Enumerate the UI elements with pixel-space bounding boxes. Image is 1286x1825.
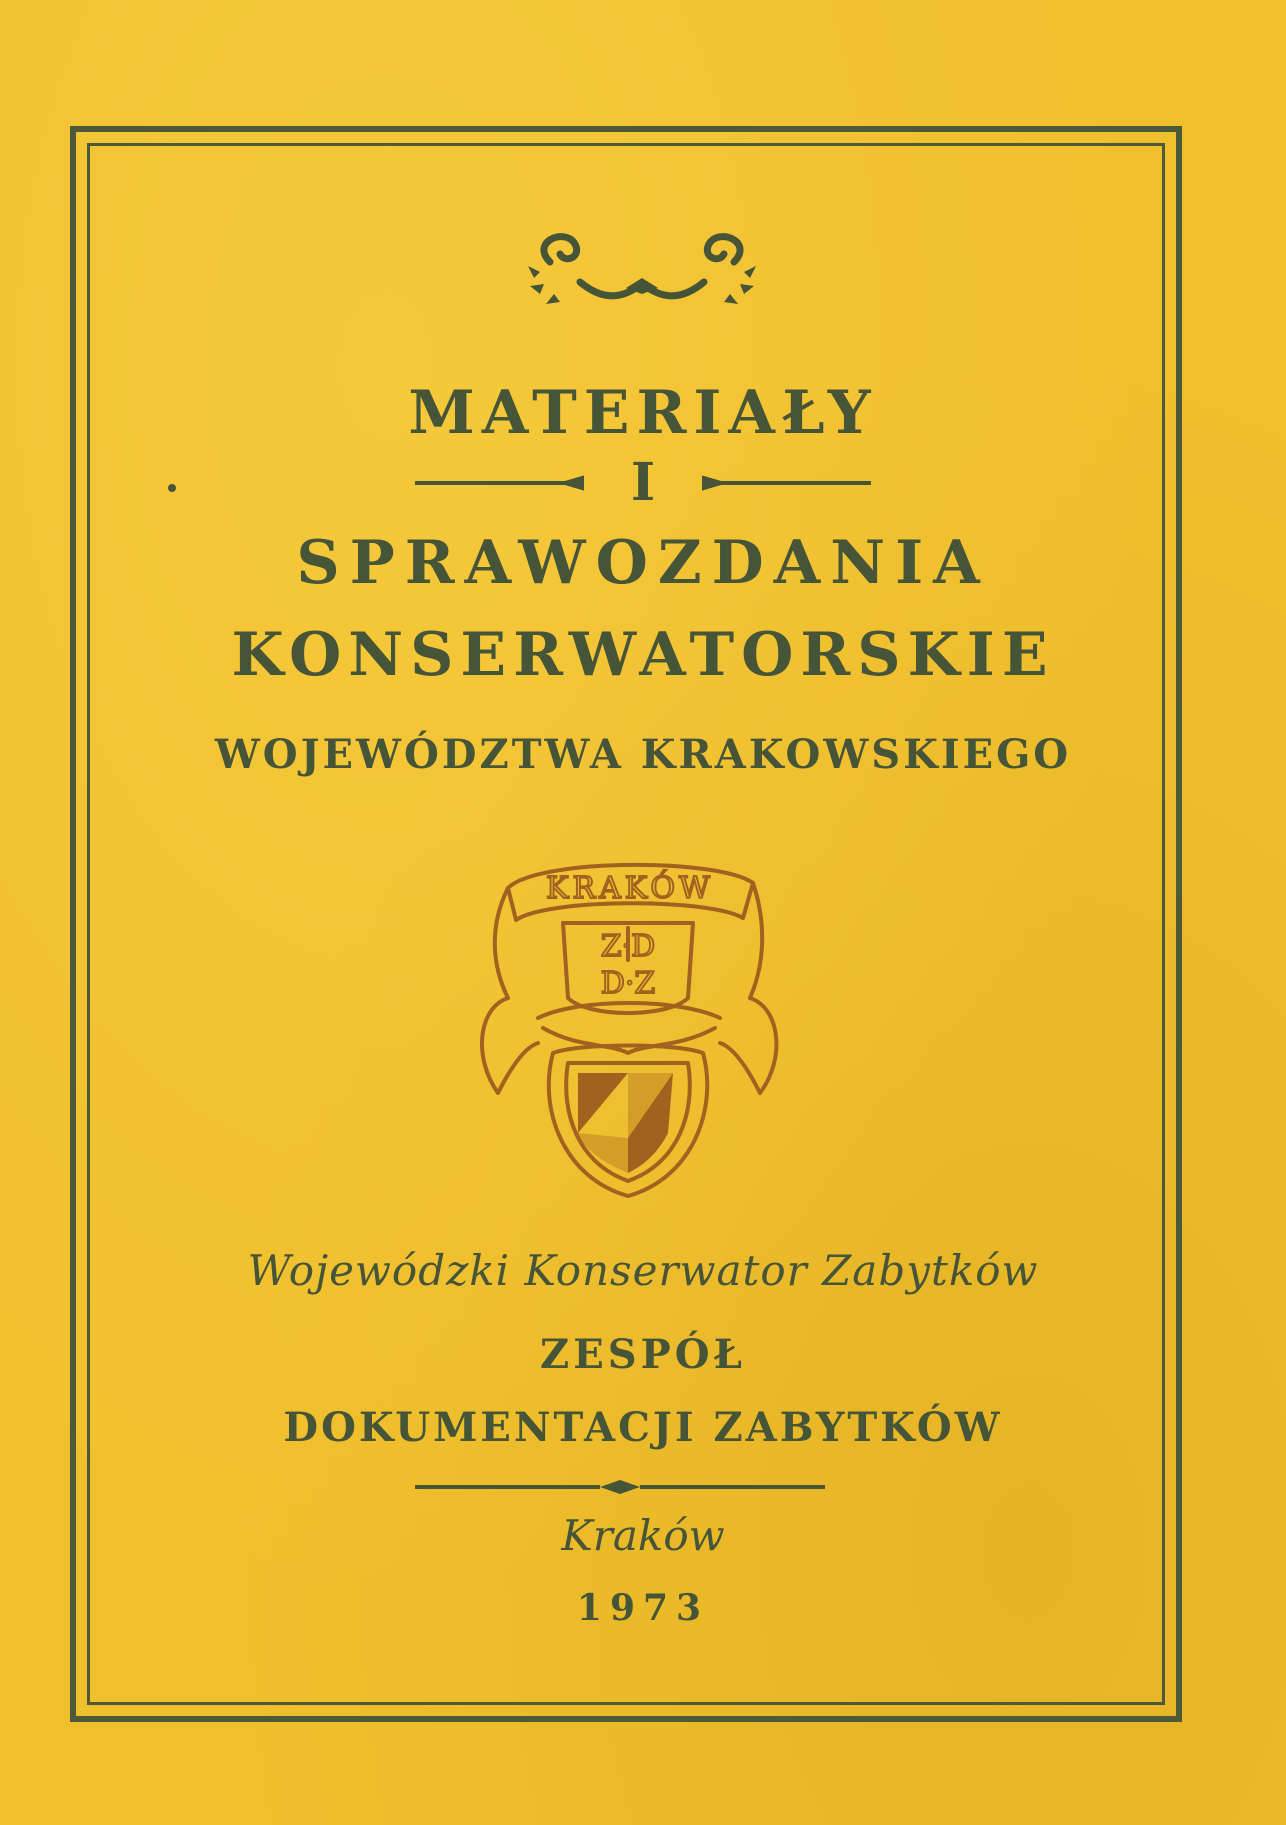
title-line-1: MATERIAŁY — [408, 378, 878, 448]
emblem-monogram-bottom: D·Z — [600, 966, 656, 1001]
title-line-2: SPRAWOZDANIA — [296, 528, 990, 598]
team-line-2: DOKUMENTACJI ZABYTKÓW — [283, 1404, 1003, 1451]
team-line-1: ZESPÓŁ — [540, 1331, 746, 1378]
bottom-divider-rule — [410, 1472, 830, 1502]
title-line-3: KONSERWATORSKIE — [231, 620, 1055, 690]
emblem-monogram-top: Z·D — [600, 929, 656, 964]
publication-year: 1973 — [576, 1587, 710, 1629]
place-script: Kraków — [561, 1511, 725, 1560]
issuer-script-line: Wojewódzki Konserwator Zabytków — [247, 1246, 1039, 1295]
emblem-banner-text: KRAKÓW — [546, 871, 714, 906]
krakow-coat-of-arms-emblem — [468, 848, 788, 1208]
subtitle: WOJEWÓDZTWA KRAKOWSKIEGO — [214, 731, 1072, 778]
scroll-ornament-icon — [520, 222, 764, 322]
title-conjunction: I — [630, 452, 656, 513]
